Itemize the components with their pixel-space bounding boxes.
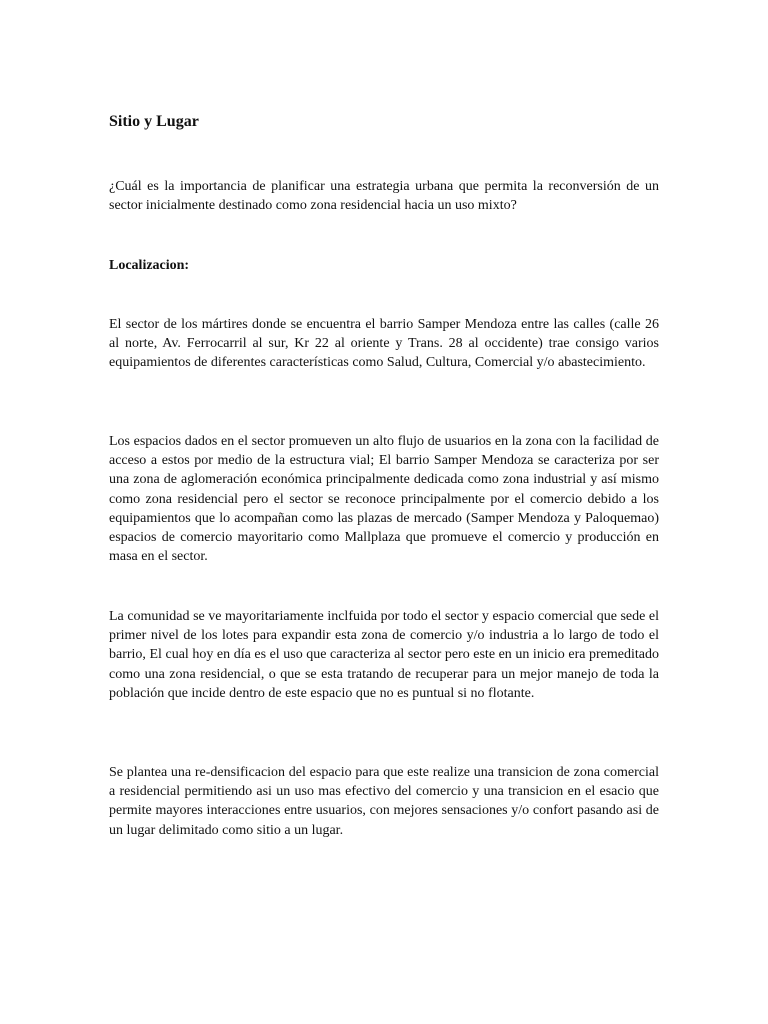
research-question: ¿Cuál es la importancia de planificar una estrategia urbana que permita la reconversión de un sector inicialmente destinado como zona residencial hacia un uso mixto? bbox=[109, 179, 659, 214]
document-title: Sitio y Lugar bbox=[109, 113, 199, 130]
section-heading-localizacion: Localizacion: bbox=[109, 258, 190, 273]
paragraph: Los espacios dados en el sector promueven un alto flujo de usuarios en la zona con la facilidad de acceso a estos por medio de la estructura vial; El barrio Samper Mendoza se caracteriza por ser una zona de aglomeración económica principalmente dedicada como zona industrial y así mismo como zona residencial pero el sector se reconoce principalmente por el comercio debido a los equipamientos que lo acompañan como las plazas de mercado (Samper Mendoza y Paloquemao) espacios de comercio mayoritario como Mallplaza que promueve el comercio y producción en masa en el sector. bbox=[109, 434, 659, 565]
paragraph: El sector de los mártires donde se encuentra el barrio Samper Mendoza entre las calles (calle 26 al norte, Av. Ferrocarril al sur, Kr 22 al oriente y Trans. 28 al occidente) trae consigo varios equipamientos de diferentes características como Salud, Cultura, Comercial y/o abastecimiento. bbox=[109, 317, 659, 371]
paragraph: La comunidad se ve mayoritariamente inclfuida por todo el sector y espacio comercial que sede el primer nivel de los lotes para expandir esta zona de comercio y/o industria a lo largo de todo el barrio, El cual hoy en día es el uso que caracteriza al sector pero este en un inicio era premeditado como una zona residencial, o que se esta tratando de recuperar para un mejor manejo de toda la población que incide dentro de este espacio que no es puntual si no flotante. bbox=[109, 609, 659, 701]
paragraph: Se plantea una re-densificacion del espacio para que este realize una transicion de zona comercial a residencial permitiendo asi un uso mas efectivo del comercio y una transicion en el esacio que permite mayores interacciones entre usuarios, con mejores sensaciones y/o confort pasando asi de un lugar delimitado como sitio a un lugar. bbox=[109, 765, 659, 838]
